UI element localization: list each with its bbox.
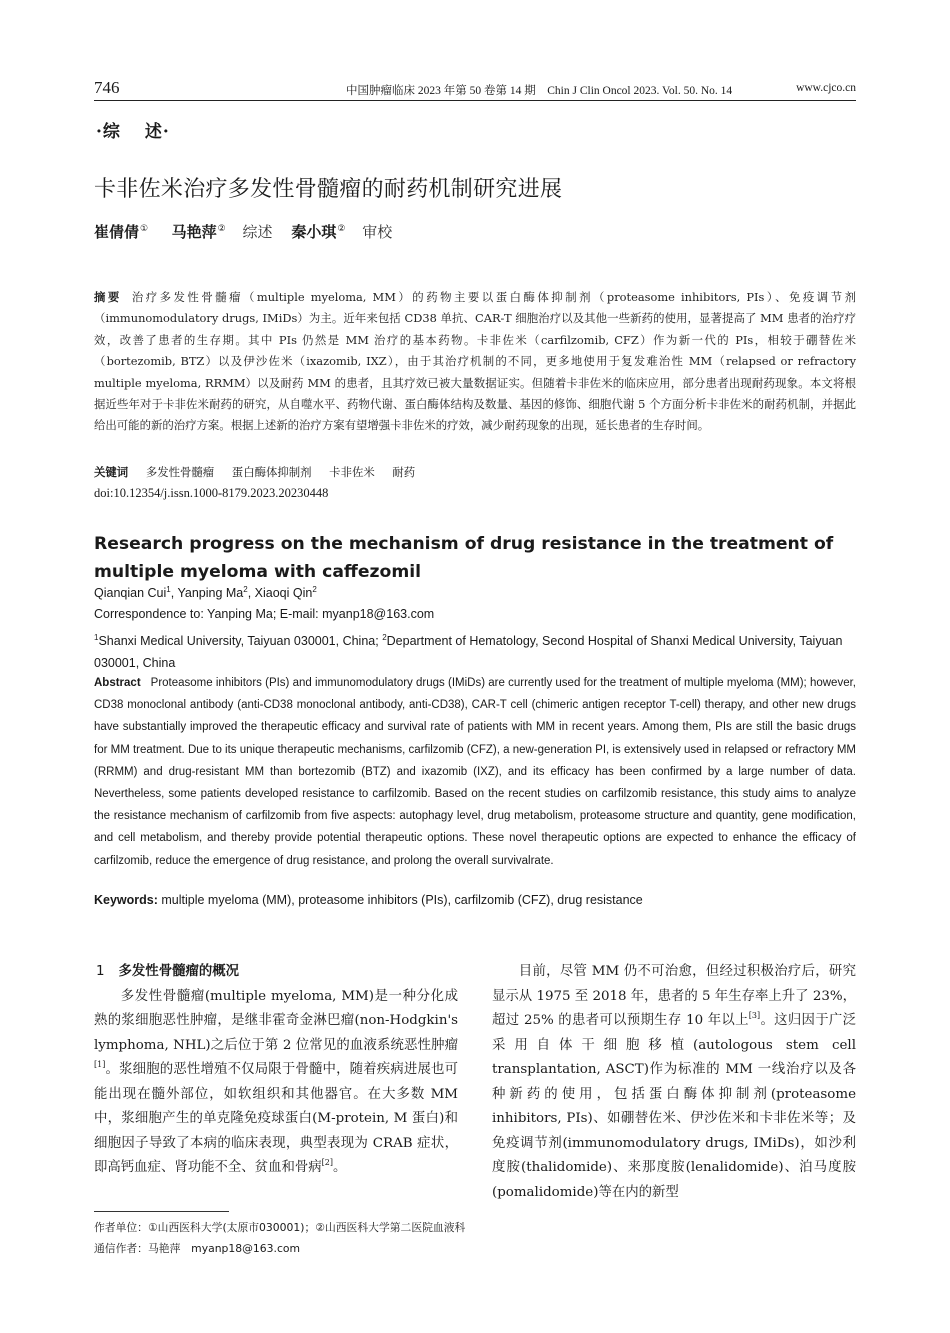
affiliation-1: Shanxi Medical University, Taiyuan 030001, China; — [98, 634, 383, 648]
body-column-left — [94, 960, 458, 1181]
author-name: 马艳萍 — [171, 223, 217, 241]
journal-website: www.cjco.cn — [796, 82, 856, 94]
keywords-cn — [94, 462, 429, 482]
section-heading — [94, 960, 458, 985]
authors-cn — [94, 221, 406, 242]
author-name: 秦小琪 — [291, 223, 337, 241]
body-column-right — [492, 960, 856, 1205]
keyword-cn: 卡非佐米 — [329, 465, 375, 479]
section-number: 1 — [96, 964, 105, 979]
author-en-mark: 2 — [312, 585, 317, 594]
section-label-part2: 述· — [144, 122, 170, 142]
keyword-cn: 蛋白酶体抑制剂 — [231, 465, 312, 479]
authors-en: Qianqian Cui$^1$, Yanping Ma$^2$, Xiaoqi Qin$^2$ — [94, 585, 317, 600]
paragraph-text: 多发性骨髓瘤(multiple myeloma, MM)是一种分化成熟的浆细胞恶性肿瘤，是继非霍奇金淋巴瘤(non-Hodgkin's lymphoma, NHL)之后位于第 2 位常见的血液系统恶性肿瘤 — [94, 988, 458, 1053]
keywords-en-text: multiple myeloma (MM), proteasome inhibitors (PIs), carfilzomib (CFZ), drug resistance — [157, 893, 643, 907]
footnote-units: 作者单位：①山西医科大学(太原市030001)；②山西医科大学第二医院血液科 — [94, 1221, 466, 1234]
author-name: 崔倩倩 — [94, 223, 140, 241]
paragraph-text: 。这归因于广泛采用自体干细胞移植(autologous stem cell transplantation, ASCT)作为标准的 MM 一线治疗以及各种新药的使用，包括蛋白酶体抑制剂(proteasome inhibitors, PIs)、如硼替佐米、伊沙佐米和卡非佐米等；及免疫调节剂(immunomodulatory drugs, IMiDs)，如沙利度胺(thalidomide)、来那度胺(lenalidomide)、泊马度胺(pomalidomide)等在内的新型 — [492, 1013, 857, 1200]
affiliation-mark: 1 — [94, 633, 99, 642]
keyword-cn: 耐药 — [392, 465, 416, 479]
citation-ref: [2] — [321, 1158, 333, 1167]
author-en-mark: 2 — [243, 585, 248, 594]
paragraph-text: 。浆细胞的恶性增殖不仅局限于骨髓中，随着疾病进展也可能出现在髓外部位，如软组织和其他器官。在大多数 MM 中，浆细胞产生的单克隆免疫球蛋白(M-protein, M 蛋白)和细胞因子导致了本病的临床表现，典型表现为 CRAB 症状，即高钙血症、肾功能不全、贫血和骨病 — [94, 1062, 458, 1175]
section-label — [96, 117, 170, 142]
author-role: 综述 — [242, 223, 273, 241]
footnote-correspondence: 通信作者：马艳萍 myanp18@163.com — [94, 1242, 301, 1255]
author-affiliation-mark: ② — [217, 224, 226, 234]
author-role: 审校 — [362, 223, 393, 241]
section-label-part1: ·综 — [96, 122, 121, 142]
abstract-cn-label: 摘要 — [94, 290, 122, 304]
abstract-en — [94, 672, 856, 872]
author-en: Xiaoqi Qin — [254, 586, 313, 600]
correspondence-en: Correspondence to: Yanping Ma; E-mail: myanp18@163.com — [94, 607, 435, 621]
footnote-divider — [94, 1211, 229, 1212]
keywords-cn-label: 关键词 — [94, 465, 129, 479]
doi: doi:10.12354/j.issn.1000-8179.2023.20230448 — [94, 486, 329, 500]
abstract-cn-text: 治疗多发性骨髓瘤（multiple myeloma, MM）的药物主要以蛋白酶体抑制剂（proteasome inhibitors, PIs）、免疫调节剂（immunomodulatory drugs, IMiDs）为主。近年来包括 CD38 单抗、CAR-T 细胞治疗以及其他一些新药的使用，显著提高了 MM 患者的治疗疗效，改善了患者的生存期。其中 PIs 仍然是 MM 治疗的基本药物。卡非佐米（carfilzomib, CFZ）作为新一代的 PIs，相较于硼替佐米（bortezomib, BTZ）以及伊沙佐米（ixazomib, IXZ），由于其治疗机制的不同，更多地使用于复发难治性 MM（relapsed or refractory multiple myeloma, RRMM）以及耐药 MM 的患者，且其疗效已被大量数据证实。但随着卡非佐米的临床应用，部分患者出现耐药现象。本文将根据近些年对于卡非佐米耐药的研究，从自噬水平、药物代谢、蛋白酶体结构及数量、基因的修饰、细胞代谢 5 个方面分析卡非佐米的耐药机制，并据此给出可能的新的治疗方案。根据上述新的治疗方案有望增强卡非佐米的疗效，减少耐药现象的出现，延长患者的生存时间。 — [94, 290, 856, 433]
citation-ref: [1] — [94, 1060, 106, 1069]
keyword-cn: 多发性骨髓瘤 — [145, 465, 215, 479]
citation-ref: [3] — [748, 1011, 761, 1020]
abstract-en-text: Proteasome inhibitors (PIs) and immunomodulatory drugs (IMiDs) are currently used for the treatment of multiple myeloma (MM); however, CD38 monoclonal antibody (anti-CD38 monoclonal antibody, anti-CD38), CAR-T cell (chimeric antigen receptor T-cell) therapy, and other new drugs have substantially improved the therapeutic efficacy and survival rate of patients with MM in recent years. Among them, PIs are still the basic drugs for MM treatment. Due to its unique therapeutic mechanisms, carfilzomib (CFZ), a new-generation PI, is extensively used in relapsed or refractory MM (RRMM) and drug-resistant MM than bortezomib (BTZ) and ixazomib (IXZ), and its efficacy has been confirmed by a large number of data. Nevertheless, some patients developed resistance to carfilzomib. Based on the recent studies on carfilzomib resistance, this study aims to analyze the resistance mechanism of carfilzomib from five aspects: autophagy level, drug metabolism, proteasome structure and quantity, gene modification, and cell metabolism, and thereby provide potential therapeutic options. These novel therapeutic options are expected to enhance the efficacy of carfilzomib, reduce the emergence of drug resistance, and prolong the overall survivalrate. — [94, 677, 856, 867]
author-en: Qianqian Cui — [94, 586, 167, 600]
body-paragraph — [492, 960, 856, 1205]
keywords-en-label: Keywords: — [94, 893, 158, 907]
author-en: Yanping Ma — [177, 586, 244, 600]
affiliation-2: Department of Hematology, Second Hospital of Shanxi Medical University, Taiyuan 030001, China — [94, 634, 843, 670]
section-title: 多发性骨髓瘤的概况 — [118, 964, 240, 979]
keywords-en — [94, 893, 643, 907]
affiliation-mark: 2 — [382, 633, 387, 642]
paragraph-text: 。 — [332, 1160, 347, 1175]
article-title-cn: 卡非佐米治疗多发性骨髓瘤的耐药机制研究进展 — [94, 177, 563, 202]
affiliations-en — [94, 627, 856, 674]
paragraph-text: 目前，尽管 MM 仍不可治愈，但经过积极治疗后，研究显示从 1975 至 2018 年，患者的 5 年生存率上升了 23%，超过 25% 的患者可以预期生存 10 年以上 — [492, 964, 856, 1028]
abstract-cn — [94, 287, 856, 437]
page-header — [94, 78, 856, 100]
article-title-en: Research progress on the mechanism of drug resistance in the treatment of multiple myeloma with caffezomil — [94, 534, 834, 582]
abstract-en-label: Abstract — [94, 677, 141, 689]
page-number: 746 — [94, 78, 120, 97]
author-en-mark: 1 — [166, 585, 171, 594]
header-divider — [94, 100, 856, 101]
journal-citation: 中国肿瘤临床 2023 年第 50 卷第 14 期 Chin J Clin Oncol 2023. Vol. 50. No. 14 — [346, 85, 733, 97]
body-paragraph — [94, 985, 458, 1181]
author-affiliation-mark: ① — [140, 224, 149, 234]
author-affiliation-mark: ② — [337, 224, 346, 234]
